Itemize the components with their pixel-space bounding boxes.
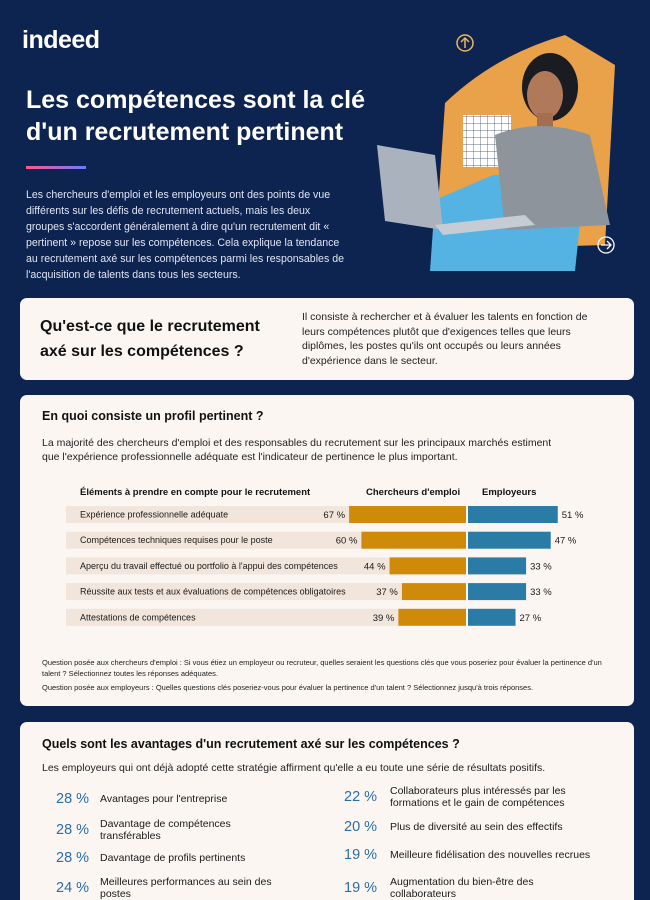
definition-answer: Il consiste à rechercher et à évaluer les talents en fonction de leurs compétences plutôt que d'exigences telles que leurs diplômes, les postes qu'ils ont occupés ou leurs années d'expérience dans le secteur. <box>302 311 588 367</box>
benefits-subtitle: Les employeurs qui ont déjà adopté cette stratégie affirment qu'elle a eu toute une série de résultats positifs. <box>42 762 546 774</box>
seekers-value-label: 44 % <box>363 561 386 573</box>
benefit-item <box>56 877 295 899</box>
definition-card <box>20 298 634 380</box>
employers-value-label: 47 % <box>554 535 577 547</box>
bar-chart <box>20 503 634 653</box>
benefit-label: Plus de diversité au sein des effectifs <box>390 820 563 833</box>
benefit-label: Meilleures performances au sein des postes <box>100 875 272 900</box>
benefits-card <box>20 722 634 900</box>
survey-notes <box>42 657 617 696</box>
employers-bar <box>468 609 516 626</box>
seekers-value-label: 60 % <box>335 535 358 547</box>
benefit-label: Augmentation du bien-être des collaborateurs <box>390 875 534 900</box>
seekers-column-header: Chercheurs d'emploi <box>366 487 461 498</box>
logo-text: indeed <box>22 26 100 54</box>
profile-subtitle: La majorité des chercheurs d'emploi et des responsables du recrutement sur les principaux marchés estiment que l'expérience professionnelle adéquate est l'indicateur de pertinence le plus important. <box>42 437 552 463</box>
accent-divider <box>26 166 86 169</box>
category-label: Attestations de compétences <box>80 612 196 623</box>
employers-value-label: 51 % <box>561 510 584 521</box>
indeed-logo[interactable] <box>22 26 100 55</box>
seekers-bar <box>398 609 466 626</box>
benefit-percent: 24 % <box>56 880 90 896</box>
benefit-percent: 28 % <box>56 791 90 807</box>
employers-bar <box>468 506 558 523</box>
benefit-percent: 19 % <box>344 880 378 896</box>
profile-heading: En quoi consiste un profil pertinent ? <box>42 409 264 423</box>
employers-column-header: Employeurs <box>482 487 537 498</box>
hero-illustration <box>375 25 645 287</box>
seekers-bar <box>390 557 466 574</box>
seekers-value-label: 67 % <box>323 510 346 521</box>
benefit-item <box>56 816 265 844</box>
seekers-bar <box>349 506 466 523</box>
benefit-item <box>344 874 570 900</box>
definition-question: Qu'est-ce que le recrutement axé sur les compétences ? <box>40 318 260 360</box>
profile-card <box>20 395 634 706</box>
category-column-header: Éléments à prendre en compte pour le recrutement <box>80 487 311 498</box>
note-employers: Question posée aux employeurs : Quelles questions clés poseriez-vous pour évaluer la pertinence d'un talent ? Sélectionnez jusqu'à trois réponses. <box>42 683 534 692</box>
benefit-percent: 28 % <box>56 822 90 838</box>
benefit-item <box>344 782 600 812</box>
benefit-item <box>344 816 600 838</box>
benefit-label: Meilleure fidélisation des nouvelles recrues <box>390 848 591 861</box>
employers-value-label: 27 % <box>519 612 542 624</box>
benefit-label: Davantage de profils pertinents <box>100 851 246 864</box>
seekers-value-label: 37 % <box>376 587 398 599</box>
category-label: Expérience professionnelle adéquate <box>80 509 229 520</box>
benefit-percent: 20 % <box>344 819 378 835</box>
employers-value-label: 33 % <box>530 561 552 573</box>
category-label: Aperçu du travail effectué ou portfolio à l'appui des compétences <box>80 560 338 571</box>
benefits-heading: Quels sont les avantages d'un recrutement axé sur les compétences ? <box>42 737 460 751</box>
benefit-item <box>56 788 295 810</box>
benefit-item <box>344 844 600 866</box>
employers-bar <box>468 557 526 574</box>
page-title: Les compétences sont la clé d'un recrutement pertinent <box>26 86 366 146</box>
benefit-item <box>56 847 295 869</box>
employers-bar <box>468 583 526 600</box>
benefit-label: Avantages pour l'entreprise <box>100 792 228 805</box>
benefit-percent: 19 % <box>344 847 378 863</box>
benefit-label: Davantage de compétences transférables <box>100 817 231 842</box>
intro-text: Les chercheurs d'emploi et les employeurs ont des points de vue différents sur les défis de recrutement actuels, mais les deux groupes s'accordent généralement à dire qu'un recrutement dit « pertinent » repose sur les compétences. Cela explique la tendance au recrutement axé sur les compétences parmi les responsables de l'acquisition de talents dans tous les secteurs. <box>26 189 344 281</box>
benefit-percent: 28 % <box>56 850 90 866</box>
benefit-label: Collaborateurs plus intéressés par les formations et le gain de compétences <box>390 784 566 809</box>
seekers-value-label: 39 % <box>372 612 395 624</box>
seekers-bar <box>361 532 466 549</box>
category-label: Réussite aux tests et aux évaluations de compétences obligatoires <box>80 586 346 597</box>
employers-bar <box>468 532 551 549</box>
seekers-bar <box>402 583 466 600</box>
employers-value-label: 33 % <box>530 587 552 599</box>
note-seekers: Question posée aux chercheurs d'emploi : Si vous étiez un employeur ou recruteur, quelles seraient les questions clés que vous poseriez pour évaluer la pertinence d'un talent ? Sélectionnez toutes les réponses adéquates. <box>42 658 602 678</box>
category-label: Compétences techniques requises pour le poste <box>80 535 273 546</box>
benefit-percent: 22 % <box>344 789 378 805</box>
